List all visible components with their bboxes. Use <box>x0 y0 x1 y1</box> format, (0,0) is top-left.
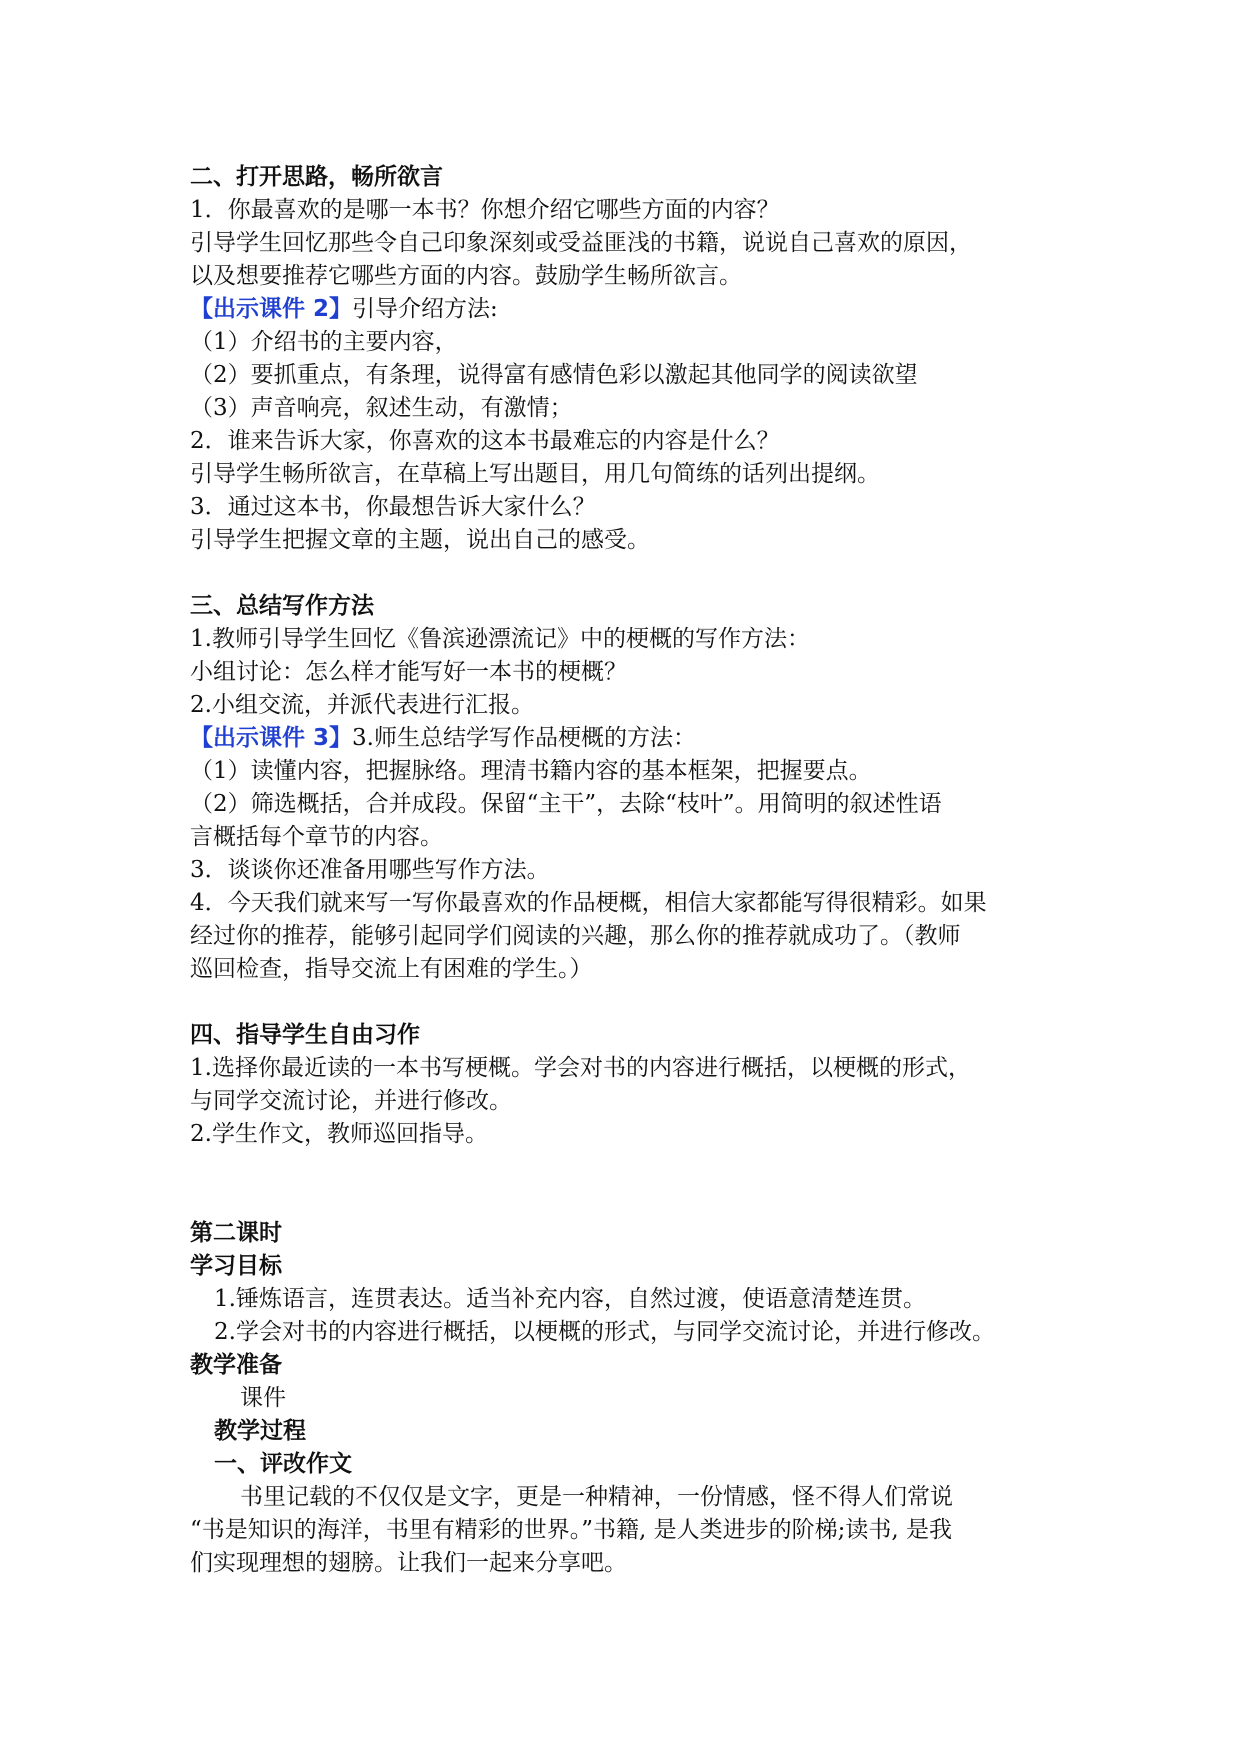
courseware-tag: 【出示课件 2】 <box>190 296 353 322</box>
paragraph: 小组讨论：怎么样才能写好一本书的梗概？ <box>190 659 627 685</box>
list-item: 2.学会对书的内容进行概括，以梗概的形式，与同学交流讨论，并进行修改。 <box>214 1319 995 1345</box>
paragraph: 课件 <box>240 1385 286 1411</box>
paragraph: 1.选择你最近读的一本书写梗概。学会对书的内容进行概括，以梗概的形式， <box>190 1055 971 1081</box>
section-heading: 学习目标 <box>190 1253 282 1279</box>
lesson-title: 第二课时 <box>190 1220 282 1246</box>
paragraph: 巡回检查，指导交流上有困难的学生。） <box>190 956 593 982</box>
section-heading: 一、评改作文 <box>214 1451 352 1477</box>
section-heading: 教学准备 <box>190 1352 282 1378</box>
paragraph: 2．谁来告诉大家，你喜欢的这本书最难忘的内容是什么？ <box>190 428 780 454</box>
list-item: （2）筛选概括，合并成段。保留“主干”，去除“枝叶”。用简明的叙述性语 <box>190 791 942 817</box>
paragraph: 1.教师引导学生回忆《鲁滨逊漂流记》中的梗概的写作方法： <box>190 626 810 652</box>
paragraph: 3．通过这本书，你最想告诉大家什么？ <box>190 494 596 520</box>
section-heading: 四、指导学生自由习作 <box>190 1022 420 1048</box>
paragraph: “书是知识的海洋，书里有精彩的世界。”书籍, 是人类进步的阶梯;读书, 是我 <box>190 1517 953 1543</box>
paragraph: 与同学交流讨论，并进行修改。 <box>190 1088 512 1114</box>
section-heading: 教学过程 <box>214 1418 306 1444</box>
paragraph: 们实现理想的翅膀。让我们一起来分享吧。 <box>190 1550 627 1576</box>
courseware-text: 3.师生总结学写作品梗概的方法： <box>352 725 696 751</box>
paragraph: 2.小组交流，并派代表进行汇报。 <box>190 692 534 718</box>
paragraph <box>190 293 498 326</box>
list-item: （1）读懂内容，把握脉络。理清书籍内容的基本框架，把握要点。 <box>190 758 872 784</box>
list-item: 1.锤炼语言，连贯表达。适当补充内容，自然过渡，使语意清楚连贯。 <box>214 1286 926 1312</box>
paragraph: 以及想要推荐它哪些方面的内容。鼓励学生畅所欲言。 <box>190 263 742 289</box>
list-item: （2）要抓重点，有条理，说得富有感情色彩以激起其他同学的阅读欲望 <box>190 362 918 388</box>
paragraph: 引导学生畅所欲言，在草稿上写出题目，用几句简练的话列出提纲。 <box>190 461 880 487</box>
paragraph: 引导学生把握文章的主题，说出自己的感受。 <box>190 527 650 553</box>
paragraph: 书里记载的不仅仅是文字，更是一种精神，一份情感，怪不得人们常说 <box>240 1484 953 1510</box>
paragraph: 2.学生作文，教师巡回指导。 <box>190 1121 488 1147</box>
list-item: （1）介绍书的主要内容， <box>190 329 458 355</box>
courseware-text: 引导介绍方法: <box>352 296 498 322</box>
paragraph: 1．你最喜欢的是哪一本书？你想介绍它哪些方面的内容？ <box>190 197 780 223</box>
paragraph: 4．今天我们就来写一写你最喜欢的作品梗概，相信大家都能写得很精彩。如果 <box>190 890 987 916</box>
list-item: 言概括每个章节的内容。 <box>190 824 443 850</box>
section-heading: 三、总结写作方法 <box>190 593 374 619</box>
courseware-tag: 【出示课件 3】 <box>190 725 353 751</box>
paragraph: 引导学生回忆那些令自己印象深刻或受益匪浅的书籍，说说自己喜欢的原因， <box>190 230 972 256</box>
paragraph: 经过你的推荐，能够引起同学们阅读的兴趣，那么你的推荐就成功了。（教师 <box>190 923 961 949</box>
list-item: （3）声音响亮，叙述生动，有激情； <box>190 395 573 421</box>
section-heading: 二、打开思路，畅所欲言 <box>190 164 443 190</box>
paragraph <box>190 722 696 755</box>
paragraph: 3．谈谈你还准备用哪些写作方法。 <box>190 857 550 883</box>
